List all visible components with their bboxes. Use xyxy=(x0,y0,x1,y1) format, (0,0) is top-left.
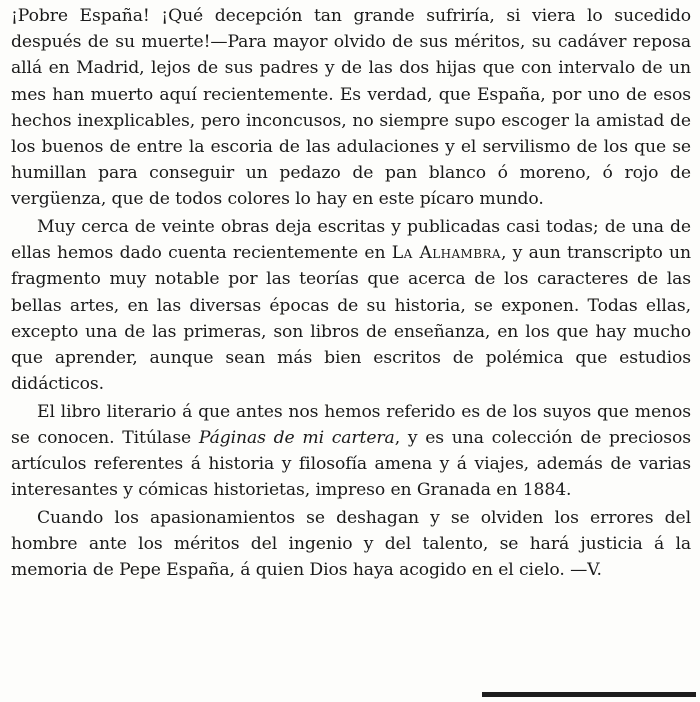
article-text xyxy=(11,3,691,584)
paragraph-2-text-a: Muy cerca de veinte obras deja escritas y publicadas casi todas; de una de ellas hemos dado cuenta recientemente en xyxy=(11,217,691,264)
paragraph-2 xyxy=(11,214,691,397)
paragraph-4-text: Cuando los apasionamientos se deshagan y se olviden los errores del hombre ante los méritos del ingenio y del talento, se hará justicia á la memoria de Pepe España, á quien Dios haya acogido en el cielo. —V. xyxy=(11,508,691,581)
paragraph-2-text-b: , y aun transcripto un fragmento muy notable por las teorías que acerca de los caracteres de las bellas artes, en las diversas épocas de su historia, se exponen. Todas ellas, excepto una de las primeras, son libros de enseñanza, en los que hay mucho que aprender, aunque sean más bien escritos de polémica que estudios didácticos. xyxy=(11,243,692,395)
paragraph-1-text: ¡Pobre España! ¡Qué decepción tan grande sufriría, si viera lo sucedido después de su muerte!—Para mayor olvido de sus méritos, su cadáver reposa allá en Madrid, lejos de sus padres y de las dos hijas que con intervalo de un mes han muerto aquí recientemente. Es verdad, que España, por uno de esos hechos inexplicables, pero inconcusos, no siempre supo escoger la amistad de los buenos de entre la escoria de las adulaciones y el servilismo de los que se humillan para conseguir un pedazo de pan blanco ó moreno, ó rojo de vergüenza, que de todos colores lo hay en este pícaro mundo. xyxy=(11,6,691,210)
paragraph-1 xyxy=(11,3,691,213)
closing-rule xyxy=(482,692,696,697)
book-title: Páginas de mi cartera xyxy=(198,428,395,449)
publication-name-la-alhambra: La Alhambra xyxy=(391,243,501,264)
paragraph-4 xyxy=(11,505,691,584)
paragraph-3 xyxy=(11,399,691,504)
paragraph-3-text-a: El libro literario á que antes nos hemos referido es de los suyos que menos se conocen. Titúlase xyxy=(11,401,691,449)
paragraph-3-text-b: , y es una colección de preciosos artículos referentes á historia y filosofía amena y á viajes, además de varias interesantes y cómicas historietas, impreso en Granada en 1884. xyxy=(11,428,691,501)
